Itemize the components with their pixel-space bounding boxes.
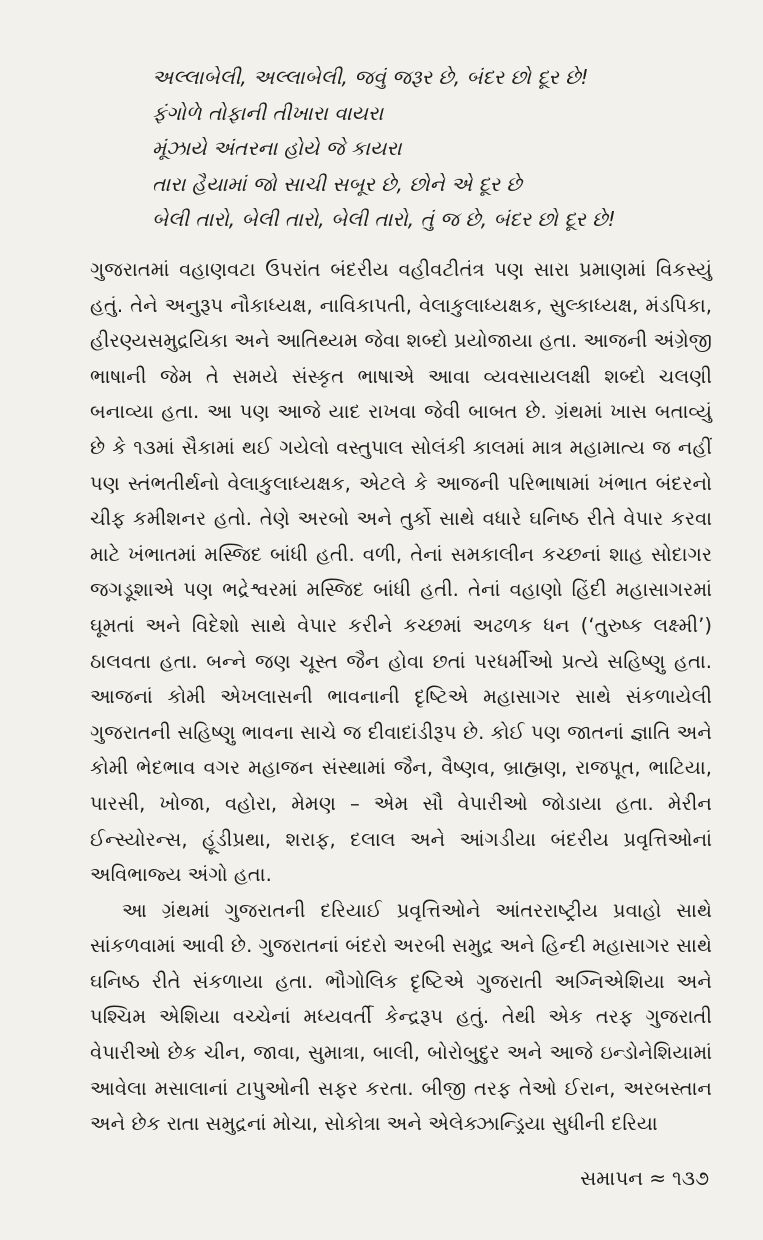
poem-verse [152,60,712,238]
poem-line: અલ્લાબેલી, અલ્લાબેલી, જવું જરૂર છે, બંદર છો દૂર છે! [152,65,589,89]
paragraph-1: ગુજરાતમાં વહાણવટા ઉપરાંત બંદરીય વહીવટીતંત્ર પણ સારા પ્રમાણમાં વિકસ્યું હતું. તેને અનુરૂપ નૌકાધ્યક્ષ, નાવિકાપતી, વેલાકુલાધ્યક્ષક, સુલ્કાધ્યક્ષ, મંડપિકા, હીરણ્યસમુદ્રયિકા અને આતિથ્યમ જેવા શબ્દો પ્રયોજાયા હતા. આજની અંગ્રેજી ભાષાની જેમ તે સમયે સંસ્કૃત ભાષાએ આવા વ્યવસાયલક્ષી શબ્દો ચલણી બનાવ્યા હતા. આ પણ આજે યાદ રાખવા જેવી બાબત છે. ગ્રંથમાં ખાસ બતાવ્યું છે કે ૧૩માં સૈકામાં થઈ ગયેલો વસ્તુપાલ સોલંકી કાલમાં માત્ર મહામાત્ય જ નહીં પણ સ્તંભતીર્થનો વેલાકુલાધ્યક્ષક, એટલે કે આજની પરિભાષામાં ખંભાત બંદરનો ચીફ કમીશનર હતો. તેણે અરબો અને તુર્કો સાથે વધારે ઘનિષ્ઠ રીતે વેપાર કરવા માટે ખંભાતમાં મસ્જિદ બાંધી હતી. વળી, તેનાં સમકાલીન કચ્છનાં શાહ સોદાગર જગડૂશાએ પણ ભદ્રેશ્વરમાં મસ્જિદ બાંધી હતી. તેનાં વહાણો હિંદી મહાસાગરમાં ઘૂમતાં અને વિદેશો સાથે વેપાર કરીને કચ્છમાં અઢળક ધન (‘તુરુષ્ક લક્ષ્મી’) ઠાલવતા હતા. બન્ને જણ ચૂસ્ત જૈન હોવા છતાં પરધર્મીઓ પ્રત્યે સહિષ્ણુ હતા. આજનાં કોમી એખલાસની ભાવનાની દૃષ્ટિએ મહાસાગર સાથે સંકળાયેલી ગુજરાતની સહિષ્ણુ ભાવના સાચે જ દીવાદાંડીરૂપ છે. કોઈ પણ જાતનાં જ્ઞાતિ અને કોમી ભેદભાવ વગર મહાજન સંસ્થામાં જૈન, વૈષ્ણવ, બ્રાહ્મણ, રાજપૂત, ભાટિયા, પારસી, ખોજા, વહોરા, મેમણ – એમ સૌ વેપારીઓ જોડાયા હતા. મેરીન ઈન્સ્યોરન્સ, હૂંડીપ્રથા, શરાફ, દલાલ અને આંગડીયા બંદરીય પ્રવૃત્તિઓનાં અવિભાજ્ય અંગો હતા. [90,258,712,887]
poem-line: તારા હૈયામાં જો સાચી સબૂર છે, છોને એ દૂર છે [152,171,522,196]
page-footer [580,1166,709,1190]
poem-line: બેલી તારો, બેલી તારો, બેલી તારો, તું જ છે, બંદર છો દૂર છે! [152,207,616,231]
section-title: સમાપન [580,1166,644,1190]
body-text [90,252,712,1142]
page-number: ૧૩૭ [671,1166,709,1190]
poem-line: મૂંઝાયે અંતરના હોયે જે કાયરા [152,136,402,160]
footer-separator: ≈ [649,1166,666,1190]
paragraph-2: આ ગ્રંથમાં ગુજરાતની દરિયાઈ પ્રવૃત્તિઓને આંતરરાષ્ટ્રીય પ્રવાહો સાથે સાંકળવામાં આવી છે. ગુજરાતનાં બંદરો અરબી સમુદ્ર અને હિન્દી મહાસાગર સાથે ઘનિષ્ઠ રીતે સંકળાયા હતા. ભૌગોલિક દૃષ્ટિએ ગુજરાતી અગ્નિએશિયા અને પશ્ચિમ એશિયા વચ્ચેનાં મધ્યવર્તી કેન્દ્રરૂપ હતું. તેથી એક તરફ ગુજરાતી વેપારીઓ છેક ચીન, જાવા, સુમાત્રા, બાલી, બોરોબુદુર અને આજે ઇન્ડોનેશિયામાં આવેલા મસાલાનાં ટાપુઓની સફર કરતા. બીજી તરફ તેઓ ઈરાન, અરબસ્તાન અને છેક રાતા સમુદ્રનાં મોચા, સોકોત્રા અને એલેક્ઝાન્ડ્રિયા સુધીની દરિયા [90,898,712,1136]
poem-line: ફંગોળે તોફાની તીખારા વાયરા [152,100,384,125]
